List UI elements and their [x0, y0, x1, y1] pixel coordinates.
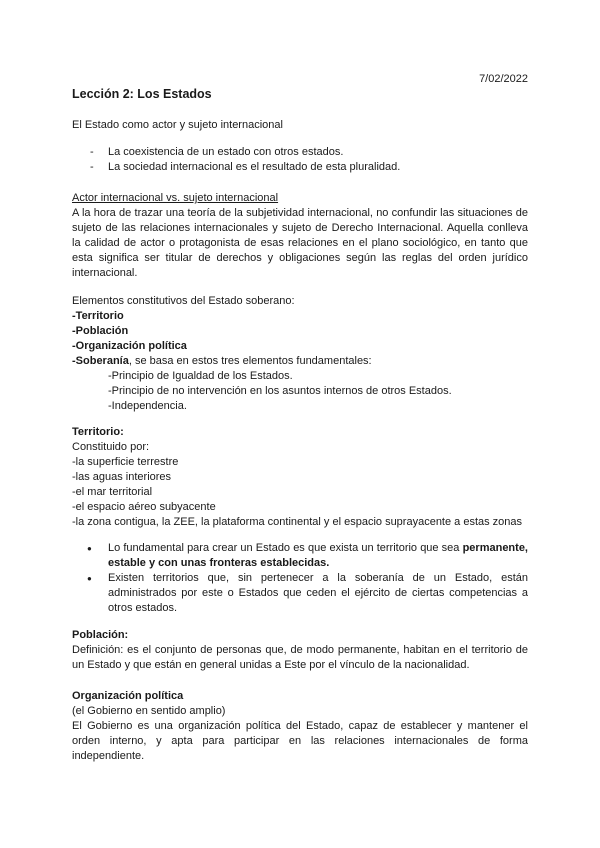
territorio-sub: Constituido por: [72, 441, 150, 453]
actor-heading: Actor internacional vs. sujeto internacional [72, 192, 279, 204]
element-soberania-rest: , se basa en estos tres elementos fundamentales: [128, 355, 372, 367]
territorio-item: -las aguas interiores [72, 471, 172, 483]
bullet-text: Lo fundamental para crear un Estado es que exista un territorio que sea [108, 542, 460, 554]
element-soberania: -Soberanía [72, 355, 129, 367]
principle-item: -Principio de Igualdad de los Estados. [108, 370, 293, 382]
poblacion-text: Definición: es el conjunto de personas que, de modo permanente, habitan en el territorio de un Estado y que están en general unidas a Este por el vínculo de la nacionalidad. [72, 644, 528, 671]
elements-heading: Elementos constitutivos del Estado soberano: [72, 295, 295, 307]
page-title: Lección 2: Los Estados [72, 87, 212, 101]
intro-list [72, 145, 528, 175]
territorio-item: -el mar territorial [72, 486, 153, 498]
poblacion-section [72, 628, 528, 673]
intro-line: El Estado como actor y sujeto internacional [72, 119, 283, 131]
bullet-bold-text: permanente, estable y con unas fronteras establecidas. [108, 542, 528, 569]
territorio-bullets [72, 541, 528, 616]
bullet-item: ● Existen territorios que, sin pertenecer a la soberanía de un Estado, están administrados por este o Estados que ceden el ejército de ciertas competencias a otros estados. [72, 571, 528, 616]
bullet-item [72, 541, 528, 571]
actor-paragraph: A la hora de trazar una teoría de la subjetividad internacional, no confundir las situaciones de sujeto de las relaciones internacionales y sujeto de Derecho Internacional. Aquella conlleva la calidad de actor o protagonista de esas relaciones en el plano sociológico, en tanto que esta significa ser titular de derechos y obligaciones según las reglas del orden jurídico internacional. [72, 207, 528, 279]
element-poblacion: -Población [72, 325, 129, 337]
organizacion-text: El Gobierno es una organización política del Estado, capaz de establecer y mantener el orden interno, y apta para participar en las relaciones internacionales de forma independiente. [72, 720, 528, 762]
organizacion-section [72, 689, 528, 764]
element-organizacion: -Organización política [72, 340, 187, 352]
territorio-heading: Territorio: [72, 426, 124, 438]
organizacion-sub: (el Gobierno en sentido amplio) [72, 705, 226, 717]
elements-section [72, 294, 528, 414]
principle-item: -Independencia. [108, 400, 187, 412]
list-item: - La coexistencia de un estado con otros estados. [72, 145, 528, 160]
territorio-item: -la superficie terrestre [72, 456, 179, 468]
principle-item: -Principio de no intervención en los asuntos internos de otros Estados. [108, 385, 452, 397]
document-date: 7/02/2022 [479, 73, 528, 85]
territorio-item: -el espacio aéreo subyacente [72, 501, 216, 513]
list-item: - La sociedad internacional es el resultado de esta pluralidad. [72, 160, 528, 175]
element-territorio: -Territorio [72, 310, 124, 322]
organizacion-heading: Organización política [72, 690, 184, 702]
territorio-section [72, 425, 528, 530]
poblacion-heading: Población: [72, 629, 129, 641]
territorio-item: -la zona contigua, la ZEE, la plataforma continental y el espacio suprayacente a estas zonas [72, 516, 523, 528]
